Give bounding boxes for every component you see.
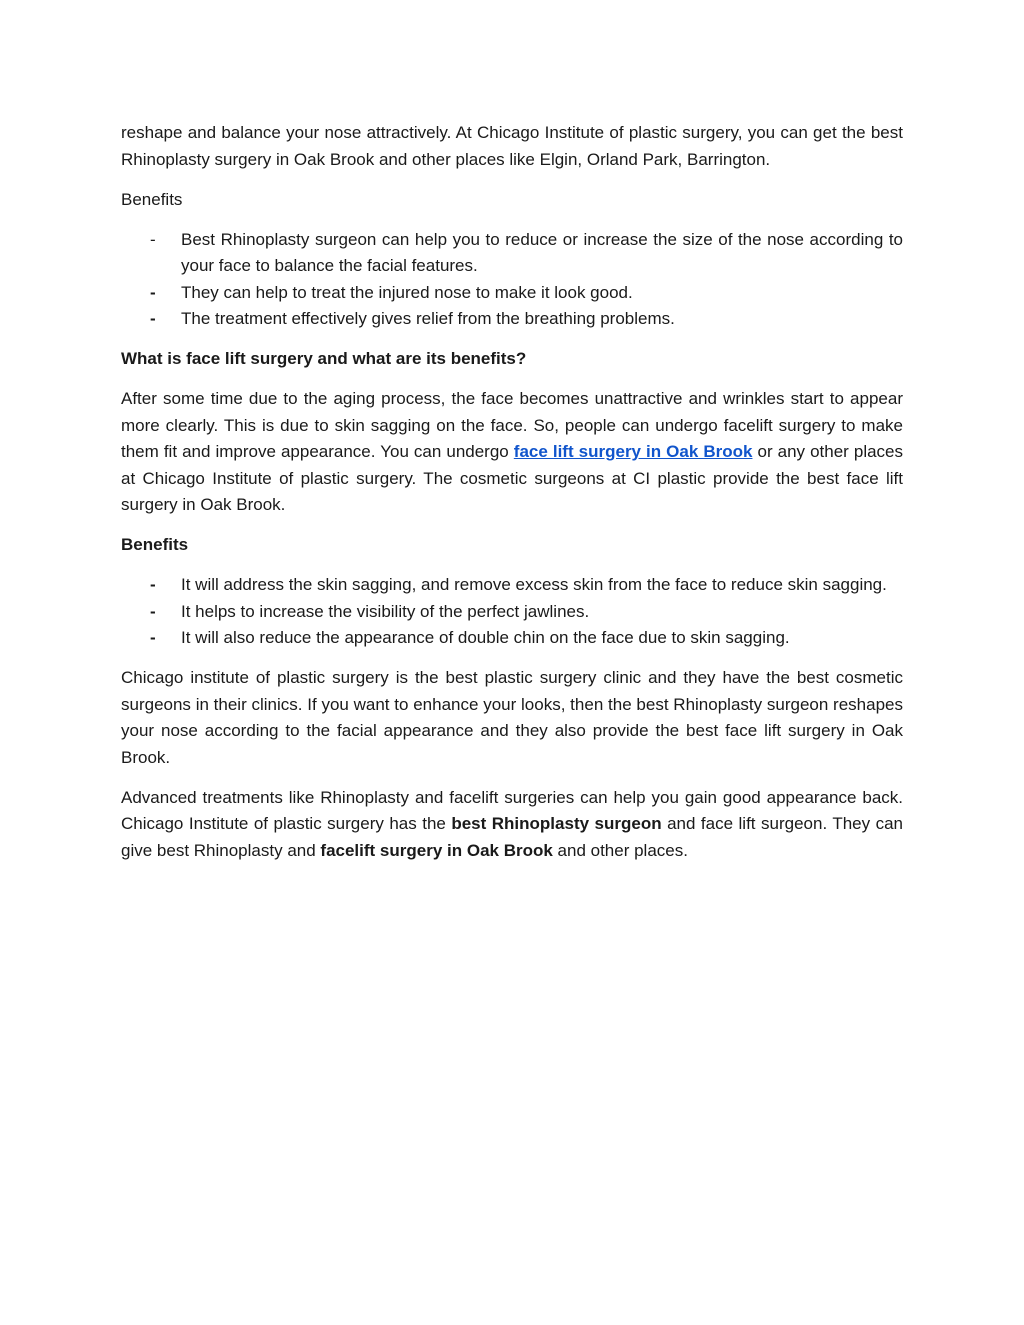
list-item-text: It helps to increase the visibility of the perfect jawlines. [181,601,590,621]
facelift-benefits-heading: Benefits [121,535,189,554]
final-paragraph [121,785,903,865]
facelift-paragraph [121,386,903,519]
list-item [121,227,903,280]
facelift-benefits-list [121,572,903,652]
facelift-section-heading: What is face lift surgery and what are its benefits? [121,349,527,368]
dash-bullet: - [150,601,156,621]
document-page [121,120,903,878]
list-item-text: Best Rhinoplasty surgeon can help you to reduce or increase the size of the nose according to your face to balance the facial features. [181,229,903,275]
facelift-paragraph-text-before: After some time due to the aging process, the face becomes unattractive and wrinkles start to appear more clearly. This is due to skin sagging on the face. So, people can undergo facelift surgery to make them fit and improve appearance. You can undergo [121,389,903,461]
closing-paragraph: Chicago institute of plastic surgery is the best plastic surgery clinic and they have the best cosmetic surgeons in their clinics. If you want to enhance your looks, then the best Rhinoplasty surgeon reshapes your nose according to the facial appearance and they also provide the best face lift surgery in Oak Brook. [121,668,903,767]
list-item-text: It will also reduce the appearance of double chin on the face due to skin sagging. [181,628,790,647]
face-lift-oak-brook-link[interactable]: face lift surgery in Oak Brook [513,442,753,461]
rhinoplasty-benefits-list [121,227,903,333]
dash-bullet: - [150,309,156,328]
facelift-paragraph-text-after: or any other places at Chicago Institute of plastic surgery. The cosmetic surgeons at CI plastic provide the best face lift surgery in Oak Brook. [121,442,904,514]
final-paragraph-text-2: and face lift surgeon. They can give best Rhinoplasty and [121,814,904,860]
list-item-text: They can help to treat the injured nose to make it look good. [181,282,633,302]
list-item [121,572,903,599]
intro-paragraph: reshape and balance your nose attractively. At Chicago Institute of plastic surgery, you can get the best Rhinoplasty surgery in Oak Brook and other places like Elgin, Orland Park, Barrington. [121,123,903,169]
final-paragraph-text-3: and other places. [552,840,688,860]
list-item [121,280,903,307]
dash-bullet: - [150,229,156,249]
dash-bullet: - [150,282,156,302]
dash-bullet: - [150,575,156,594]
best-rhinoplasty-surgeon-bold: best Rhinoplasty surgeon [451,814,662,833]
list-item-text: The treatment effectively gives relief from the breathing problems. [181,309,675,328]
facelift-oak-brook-bold: facelift surgery in Oak Brook [320,840,553,860]
list-item-text: It will address the skin sagging, and remove excess skin from the face to reduce skin sagging. [181,575,887,594]
rhinoplasty-benefits-heading: Benefits [121,189,183,209]
dash-bullet: - [150,628,156,647]
final-paragraph-text-1: Advanced treatments like Rhinoplasty and facelift surgeries can help you gain good appearance back. Chicago Institute of plastic surgery has the [121,787,903,833]
list-item [121,306,903,333]
list-item [121,599,903,626]
list-item [121,625,903,652]
